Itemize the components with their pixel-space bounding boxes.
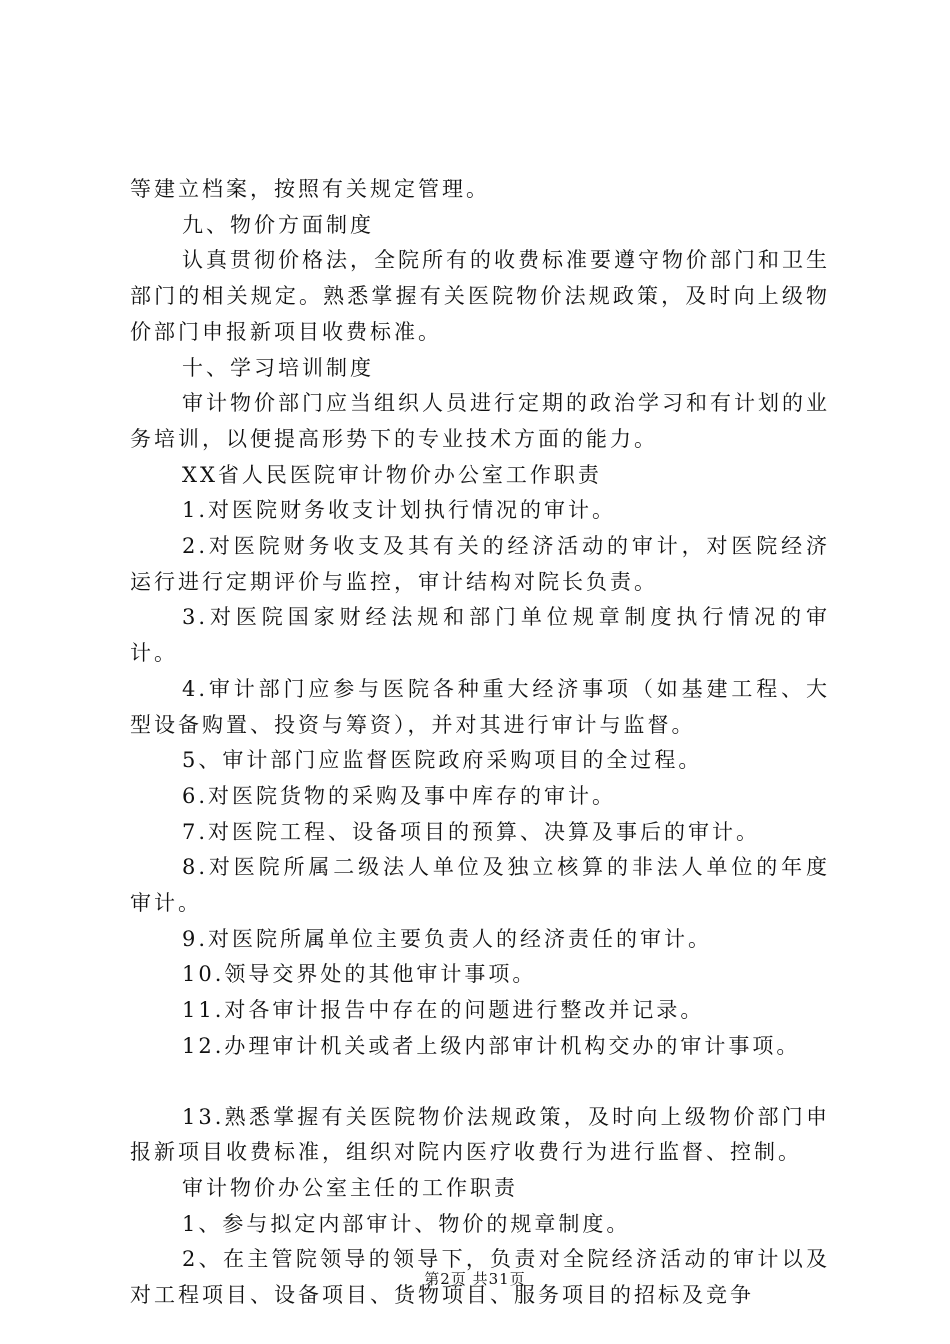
- list-item: 8.对医院所属二级法人单位及独立核算的非法人单位的年度审计。: [130, 855, 830, 916]
- list-item: 11.对各审计报告中存在的问题进行整改并记录。: [182, 998, 705, 1023]
- list-item: 5、审计部门应监督医院政府采购项目的全过程。: [182, 748, 703, 773]
- paragraph: 等建立档案，按照有关规定管理。: [130, 177, 490, 201]
- list-item: 4.审计部门应参与医院各种重大经济事项（如基建工程、大型设备购置、投资与筹资），并对其进行审计与监督。: [130, 676, 830, 737]
- list-item: 1、参与拟定内部审计、物价的规章制度。: [182, 1211, 631, 1236]
- paragraph-spacer: [130, 1065, 830, 1100]
- list-item: 7.对医院工程、设备项目的预算、决算及事后的审计。: [182, 819, 761, 844]
- list-item: 12.办理审计机关或者上级内部审计机构交办的审计事项。: [182, 1033, 801, 1058]
- section-heading: 十、学习培训制度: [182, 355, 374, 380]
- paragraph: 认真贯彻价格法，全院所有的收费标准要遵守物价部门和卫生部门的相关规定。熟悉掌握有关医院物价法规政策，及时向上级物价部门申报新项目收费标准。: [130, 248, 830, 344]
- list-item: 10.领导交界处的其他审计事项。: [182, 962, 537, 987]
- list-item: 1.对医院财务收支计划执行情况的审计。: [182, 498, 617, 523]
- section-heading: 九、物价方面制度: [182, 212, 374, 237]
- list-item: 13.熟悉掌握有关医院物价法规政策，及时向上级物价部门申报新项目收费标准，组织对院内医疗收费行为进行监督、控制。: [130, 1104, 830, 1165]
- section-heading: XX省人民医院审计物价办公室工作职责: [182, 462, 602, 487]
- list-item: 9.对医院所属单位主要负责人的经济责任的审计。: [182, 926, 713, 951]
- list-item: 2.对医院财务收支及其有关的经济活动的审计，对医院经济运行进行定期评价与监控，审计结构对院长负责。: [130, 534, 830, 594]
- list-item: 3.对医院国家财经法规和部门单位规章制度执行情况的审计。: [130, 605, 830, 666]
- document-body: [130, 172, 830, 1314]
- list-item: 2、在主管院领导的领导下，负责对全院经济活动的审计以及对工程项目、设备项目、货物项目、服务项目的招标及竞争: [130, 1247, 830, 1308]
- section-heading: 审计物价办公室主任的工作职责: [182, 1175, 518, 1200]
- paragraph: 审计物价部门应当组织人员进行定期的政治学习和有计划的业务培训，以便提高形势下的专业技术方面的能力。: [130, 391, 830, 451]
- page-number-footer: 第2页 共31页: [424, 1270, 526, 1288]
- list-item: 6.对医院货物的采购及事中库存的审计。: [182, 783, 617, 808]
